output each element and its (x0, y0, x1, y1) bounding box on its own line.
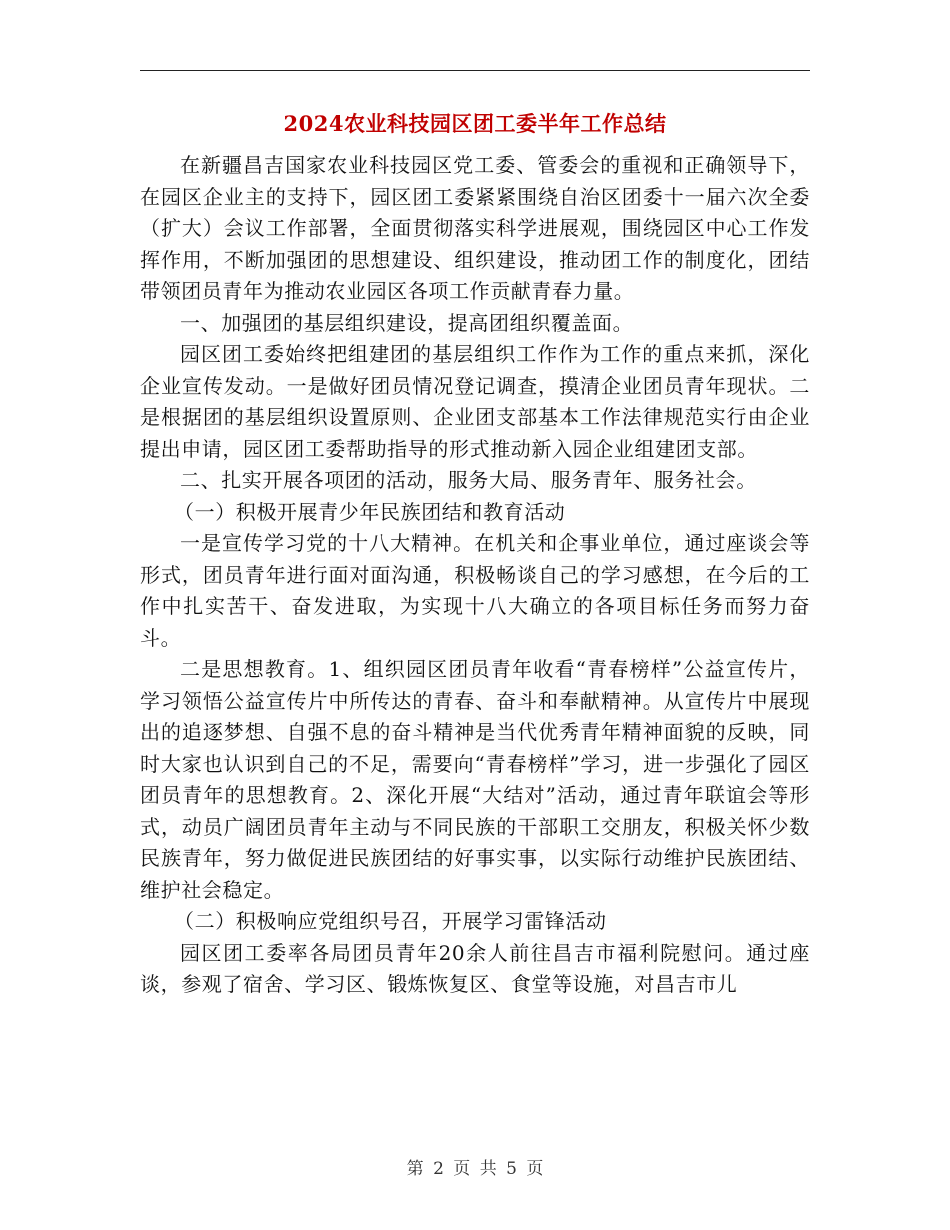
subsection-heading-2: （二）积极响应党组织号召，开展学习雷锋活动 (174, 909, 607, 933)
paragraph-education: 二是思想教育。1、组织园区团员青年收看“青春榜样”公益宣传片，学习领悟公益宣传片中所传达的青春、奋斗和奉献精神。从宣传片中展现出的追逐梦想、自强不息的奋斗精神是当代优秀青年精神面貌的反映，同时大家也认识到自己的不足，需要向“青春榜样”学习，进一步强化了园区团员青年的思想教育。2、深化开展“大结对”活动，通过青年联谊会等形式，动员广阔团员青年主动与不同民族的干部职工交朋友，积极关怀少数民族青年，努力做促进民族团结的好事实事，以实际行动维护民族团结、维护社会稳定。 (140, 657, 810, 902)
paragraph-org-building: 园区团工委始终把组建团的基层组织工作作为工作的重点来抓，深化企业宣传发动。一是做好团员情况登记调查，摸清企业团员青年现状。二是根据团的基层组织设置原则、企业团支部基本工作法律规范实行由企业提出申请，园区团工委帮助指导的形式推动新入园企业组建团支部。 (140, 342, 810, 461)
section-heading-2: 二、扎实开展各项团的活动，服务大局、服务青年、服务社会。 (180, 468, 757, 492)
subsection-heading-1: （一）积极开展青少年民族团结和教育活动 (174, 499, 566, 524)
paragraph-intro: 在新疆昌吉国家农业科技园区党工委、管委会的重视和正确领导下，在园区企业主的支持下，园区团工委紧紧围绕自治区团委十一届六次全委（扩大）会议工作部署，全面贯彻落实科学进展观，围绕园区中心工作发挥作用，不断加强团的思想建设、组织建设，推动团工作的制度化，团结带领团员青年为推动农业园区各项工作贡献青春力量。 (140, 153, 810, 303)
section-heading-1: 一、加强团的基层组织建设，提高团组织覆盖面。 (180, 310, 634, 335)
document-body (140, 150, 810, 1001)
paragraph-study: 一是宣传学习党的十八大精神。在机关和企事业单位，通过座谈会等形式，团员青年进行面对面沟通，积极畅谈自己的学习感想，在今后的工作中扎实苦干、奋发进取，为实现十八大确立的各项目标任务而努力奋斗。 (140, 531, 810, 650)
paragraph-visit: 园区团工委率各局团员青年20余人前往昌吉市福利院慰问。通过座谈，参观了宿舍、学习区、锻炼恢复区、食堂等设施，对昌吉市儿 (140, 940, 810, 996)
document-title: 2024农业科技园区团工委半年工作总结 (283, 111, 667, 136)
page-number: 第 2 页 共 5 页 (406, 1159, 544, 1179)
header-rule (140, 70, 810, 71)
